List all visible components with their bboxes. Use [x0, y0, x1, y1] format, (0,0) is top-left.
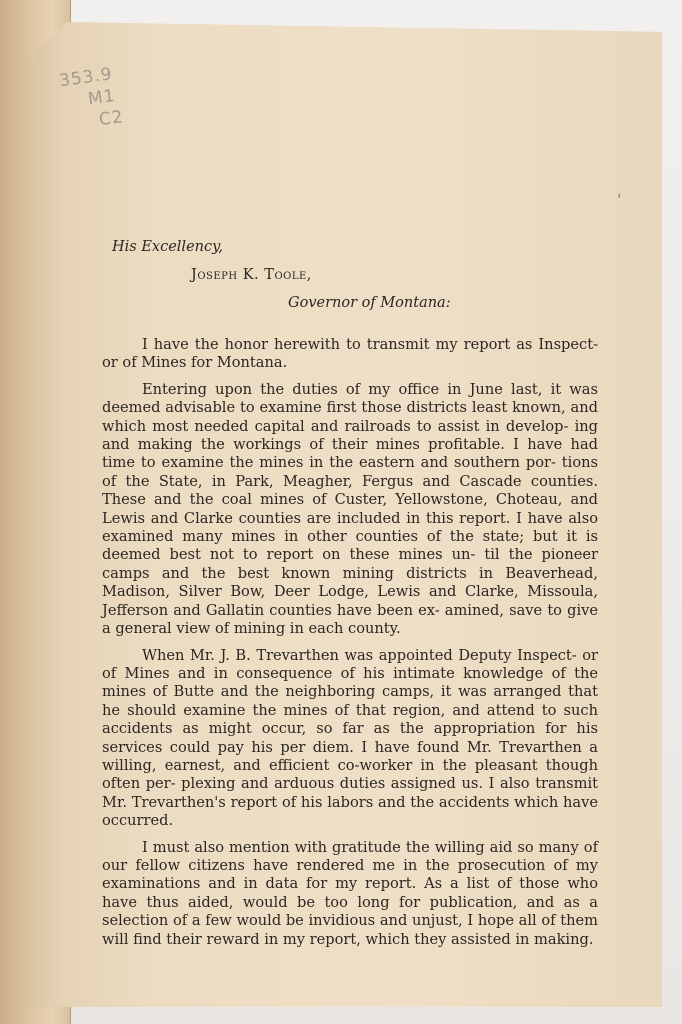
paragraph-1: I have the honor herewith to transmit my report as Inspect- or of Mines for Montana. [102, 336, 598, 372]
addressee-title: Governor of Montana: [288, 295, 451, 311]
call-number-line-3: C2 [97, 106, 126, 131]
paragraph-2: Entering upon the duties of my office in June last, it was deemed advisable to examine first those districts least known, and which most needed capital and railroads to assist in develop- ing and making the workings of their mines profitable. I have had time to examine the mines in the eastern and southern por- tions of the State, in Park, Meagher, Fergus and Cascade counties. These and the coal mines of Custer, Yellowstone, Choteau, and Lewis and Clarke counties are included in this report. I have also examined many mines in other counties of the state; but it is deemed best not to report on these mines un- til the pioneer camps and the best known mining districts in Beaverhead, Madison, Silver Bow, Deer Lodge, Lewis and Clarke, Missoula, Jefferson and Gallatin counties have been ex- amined, save to give a general view of mining in each county. [102, 380, 598, 638]
paragraph-4: I must also mention with gratitude the willing aid so many of our fellow citizens have rendered me in the prosecution of my examinations and in data for my report. As a list of those who have thus aided, would be too long for publication, and as a selection of a few would be invidious and unjust, I hope all of them will find their reward in my report, which they assisted in making. [102, 838, 598, 948]
paragraph-3: When Mr. J. B. Trevarthen was appointed Deputy Inspect- or of Mines and in consequence of his intimate knowledge of the mines of Butte and the neighboring camps, it was arranged that he should examine the mines of that region, and attend to such accidents as might occur, so far as the appropriation for his services could pay his per diem. I have found Mr. Trevarthen a willing, earnest, and efficient co-worker in the pleasant though often per- plexing and arduous duties assigned us. I also transmit Mr. Trevarthen's report of his labors and the accidents which have occurred. [102, 646, 598, 830]
margin-mark: ' [617, 190, 622, 209]
pencil-call-number [58, 58, 156, 136]
letter-body [98, 236, 598, 949]
call-number-line-1: 353.9 [57, 64, 114, 92]
salutation: His Excellency, [112, 239, 223, 255]
addressee-name: Joseph K. Toole, [191, 267, 312, 283]
call-number-line-2: M1 [86, 85, 117, 110]
